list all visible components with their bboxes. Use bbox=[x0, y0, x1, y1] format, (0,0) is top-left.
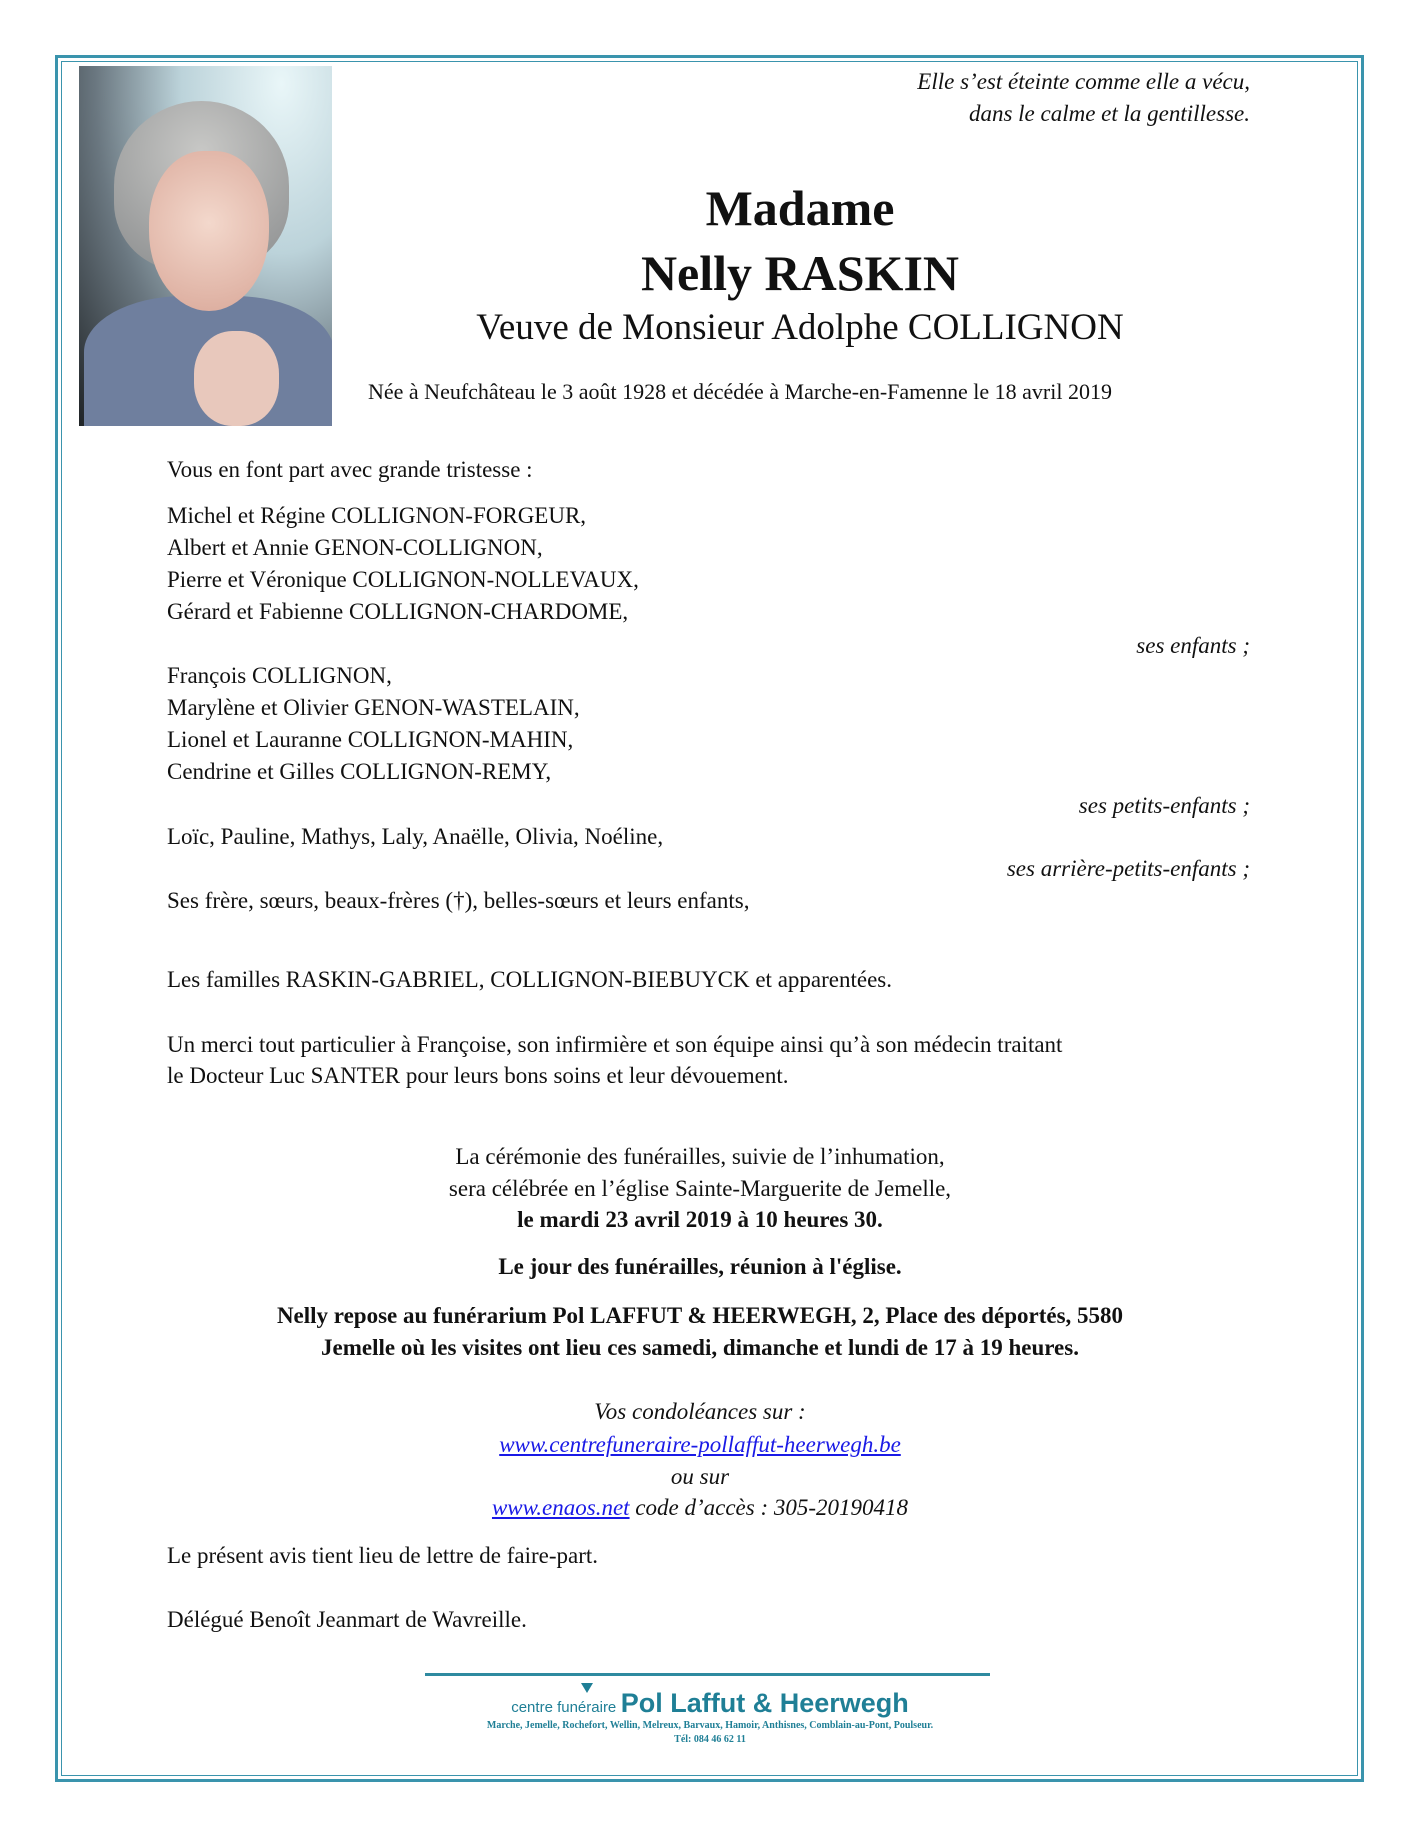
condolences-link-1[interactable]: www.centrefuneraire-pollaffut-heerwegh.be bbox=[499, 1432, 901, 1457]
quote-line-2: dans le calme et la gentillesse. bbox=[968, 101, 1250, 126]
ceremony-date: le mardi 23 avril 2019 à 10 heures 30. bbox=[517, 1207, 883, 1232]
ceremony-line-1: La cérémonie des funérailles, suivie de l’inhumation, bbox=[455, 1144, 945, 1169]
grandchildren-label: ses petits-enfants ; bbox=[1078, 793, 1250, 818]
rest-line-1: Nelly repose au funérarium Pol LAFFUT & HEERWEGH, 2, Place des déportés, 5580 bbox=[276, 1303, 1124, 1328]
grandchild: Lionel et Lauranne COLLIGNON-MAHIN, bbox=[167, 727, 574, 752]
divider bbox=[425, 1673, 990, 1676]
logo-locations: Marche, Jemelle, Rochefort, Wellin, Melreux, Barvaux, Hamoir, Anthisnes, Comblain-au-Pont, Poulseur. bbox=[486, 1720, 934, 1731]
widow-line: Veuve de Monsieur Adolphe COLLIGNON bbox=[476, 307, 1124, 348]
ceremony-line-2: sera célébrée en l’église Sainte-Marguerite de Jemelle, bbox=[448, 1176, 952, 1201]
thanks-line-1: Un merci tout particulier à Françoise, son infirmière et son équipe ainsi qu’à son médecin traitant bbox=[167, 1032, 1063, 1057]
child: Gérard et Fabienne COLLIGNON-CHARDOME, bbox=[167, 599, 629, 624]
grandchild: Cendrine et Gilles COLLIGNON-REMY, bbox=[167, 759, 552, 784]
siblings: Ses frère, sœurs, beaux-frères (†), belles-sœurs et leurs enfants, bbox=[167, 888, 750, 913]
meeting: Le jour des funérailles, réunion à l'église. bbox=[498, 1254, 902, 1279]
condolences-label: Vos condoléances sur : bbox=[594, 1399, 806, 1424]
great-grandchildren: Loïc, Pauline, Mathys, Laly, Anaëlle, Olivia, Noéline, bbox=[167, 824, 664, 849]
delegate: Délégué Benoît Jeanmart de Wavreille. bbox=[167, 1607, 527, 1632]
families: Les familles RASKIN-GABRIEL, COLLIGNON-BIEBUYCK et apparentées. bbox=[167, 967, 892, 992]
condolences-or: ou sur bbox=[670, 1464, 730, 1489]
logo-name: Pol Laffut & Heerwegh bbox=[620, 1688, 909, 1718]
intro: Vous en font part avec grande tristesse : bbox=[167, 457, 533, 482]
logo-prefix: centre funéraire bbox=[511, 1699, 617, 1716]
title: Madame bbox=[705, 180, 895, 236]
deceased-name: Nelly RASKIN bbox=[640, 245, 960, 301]
child: Albert et Annie GENON-COLLIGNON, bbox=[167, 535, 543, 560]
notice: Le présent avis tient lieu de lettre de faire-part. bbox=[167, 1543, 599, 1568]
logo-phone: Tél: 084 46 62 11 bbox=[674, 1734, 746, 1745]
grandchild: François COLLIGNON, bbox=[167, 663, 392, 688]
birth-death: Née à Neufchâteau le 3 août 1928 et décédée à Marche-en-Famenne le 18 avril 2019 bbox=[368, 379, 1112, 404]
children-label: ses enfants ; bbox=[1136, 633, 1250, 658]
thanks-line-2: le Docteur Luc SANTER pour leurs bons soins et leur dévouement. bbox=[167, 1063, 789, 1088]
triangle-icon bbox=[581, 1683, 593, 1693]
funeral-home-logo bbox=[400, 1680, 1020, 1747]
quote-line-1: Elle s’est éteinte comme elle a vécu, bbox=[917, 69, 1250, 94]
great-grandchildren-label: ses arrière-petits-enfants ; bbox=[1006, 856, 1250, 881]
child: Michel et Régine COLLIGNON-FORGEUR, bbox=[167, 503, 587, 528]
rest-line-2: Jemelle où les visites ont lieu ces samedi, dimanche et lundi de 17 à 19 heures. bbox=[321, 1335, 1079, 1360]
child: Pierre et Véronique COLLIGNON-NOLLEVAUX, bbox=[167, 567, 639, 592]
grandchild: Marylène et Olivier GENON-WASTELAIN, bbox=[167, 695, 580, 720]
condolences-link-2[interactable]: www.enaos.net bbox=[491, 1495, 630, 1520]
access-code: code d’accès : 305-20190418 bbox=[629, 1495, 909, 1520]
